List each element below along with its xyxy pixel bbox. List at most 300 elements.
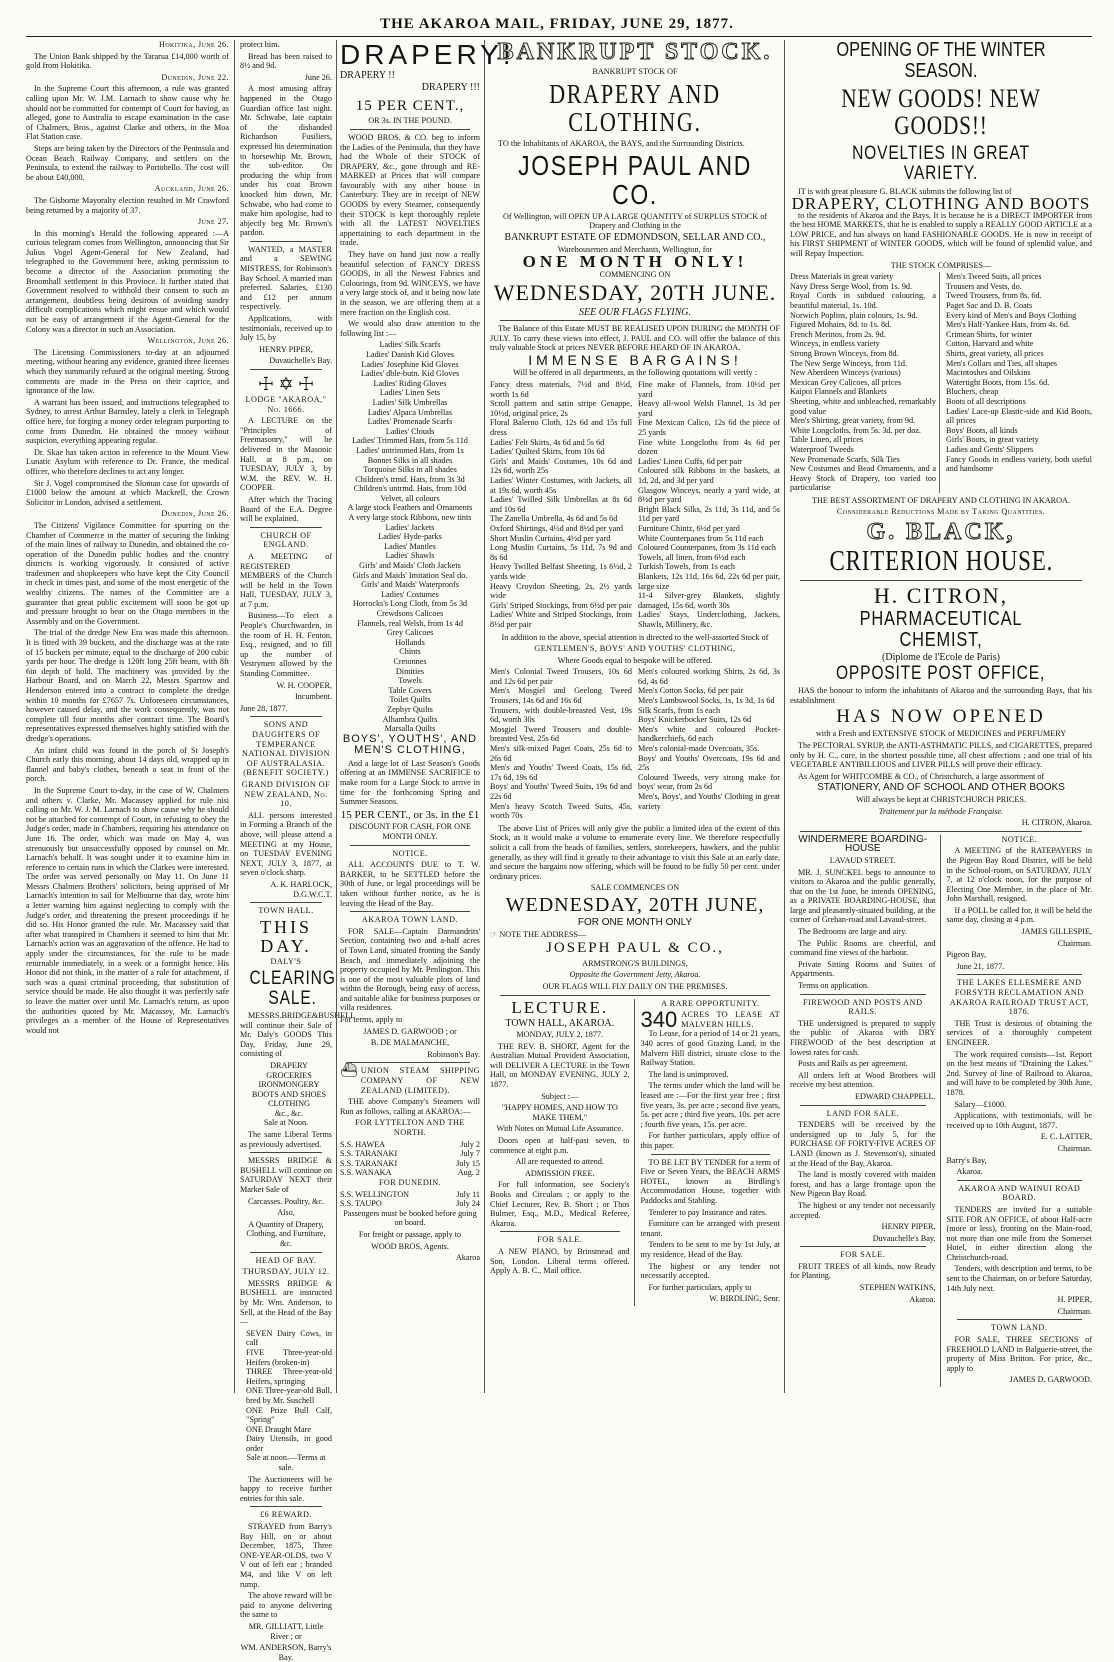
price-item: Scroll pattern and satin stripe Genappe, 10½d, original price, 2s (490, 399, 632, 418)
new-goods-heading (790, 85, 1092, 140)
wood-item: Ladies' Linen Sets (379, 388, 441, 398)
divider (350, 845, 470, 846)
stock-item: Ladies and Gents' Slippers (946, 444, 1034, 454)
drapery-clothing-heading (490, 80, 780, 137)
bridge-sale-text: MESSRS.BRIDGE&BUSHELL will continue their Sale of Mr. Daly's GOODS This Day, Friday, June 29, consisting of (240, 1010, 356, 1059)
stock-item: Boots of all descriptions (946, 396, 1026, 406)
church-heading: CHURCH OF ENGLAND. (260, 530, 312, 550)
woodbros-agents: WOOD BROS, Agents. (371, 1241, 449, 1251)
stock-item: Royal Cords in subdued colouring, a beautiful material, 1s. 10d. (790, 291, 936, 310)
price-item: Ladies' Winter Costumes, with Jackets, all at 19s 6d, worth 45s (490, 476, 632, 495)
clothing-item: Men's Lambswool Socks, 1s, 1s 3d, 1s 6d (638, 696, 775, 706)
citron-heading: H. CITRON, (873, 582, 1009, 608)
price-item: Ladies' Felt Skirts, 4s 6d and 5s 6d (490, 437, 605, 447)
goods-item: DRAPERY (270, 1060, 308, 1070)
divider (800, 994, 926, 995)
wanted-ad: WANTED, a MASTER and a SEWING MISTRESS, for Robinson's Bay School. A married man preferred. Salaries, £130 and £12 per annum respectively. (240, 244, 332, 312)
lakes-heading: THE LAKES ELLESMERE AND FORSYTH RECLAMATION AND AKAROA RAILROAD TRUST ACT, 1876. (949, 978, 1089, 1017)
clothing-item: Men's silk-mixed Paget Coats, 25s 6d to 26s 6d (490, 744, 632, 763)
lecture-tracing: After which the Tracing Board of the E.A. Degree will be explained. (240, 494, 332, 524)
stock-item: Every kind of Men's and Boys Clothing (946, 310, 1077, 320)
dateline: Hokitika, June 26. (159, 40, 229, 49)
church-date: June 28, 1877. (240, 703, 288, 713)
black-stock-list (790, 272, 1092, 493)
happy-homes: "HAPPY HOMES, AND HOW TO MAKE THEM," (501, 1103, 618, 1122)
stock-item: Navy Dress Serge Wool, from 1s. 9d. (790, 281, 913, 291)
price-item: Ladies' Twilled Silk Umbrellas at 8s 6d and 10s 6d (490, 495, 632, 514)
best-text: THE BEST ASSORTMENT OF DRAPERY AND CLOTHING IN AKAROA. (812, 495, 1070, 505)
firewood-text3: All orders left at Wood Brothers will receive my best attention. (790, 1070, 936, 1090)
telegram-paragraph: The Union Bank shipped by the Tararua £14,000 worth of gold from Hokitika. (26, 51, 229, 71)
trust-text2: The work required consists—1st. Report on the best means of "Draining the Lakes." 2nd. Survey of line of Railroad to Akaroa, and will have to be completed by 30th June, 1878. (946, 1049, 1092, 1097)
telegram-paragraph: Dr. Skae has taken action in reference to the Mount View Lunatic Asylum with reference to Dr. France, the medical officer, who therefore declines to act any longer. (26, 447, 229, 476)
price-item: Furniture Chintz, 6½d per yard (638, 523, 740, 533)
sunckel-text: MR. J. SUNCKEL begs to announce to visitors to Akaroa and the public generally, that on the 1st June, he intends OPENING, as a PRIVATE BOARDING-HOUSE, that large and pleasantly-situated building, at the corner of Grehan-road and Lavaud-street. (790, 867, 936, 925)
wood-item: Ladies' Clouds (385, 426, 435, 436)
ship-name: S.S. WELLINGTON (340, 1189, 410, 1199)
stock-item: Waterproof Tweeds (790, 444, 854, 454)
wood-item: Hollands (395, 637, 425, 647)
stock-item: Watertight Boots, from 15s. 6d. (946, 377, 1050, 387)
clothing-item: Coloured Tweeds, very strong make for boys' wear, from 2s 6d (638, 772, 780, 792)
wood-item: Marsalla Quilts (384, 724, 436, 734)
piper-address: Duvauchelle's Bay. (269, 356, 332, 366)
price-item: White Counterpanes from 5s 11d each (638, 533, 764, 543)
church-business: Business—To elect a People's Churchwarden, in the room of H. H. Fenton, Esq., resigned, and to fill up the number of Vestrymen allowed by the Standing Committee. (240, 611, 332, 679)
pharm-text: PHARMACEUTICAL CHEMIST, (859, 607, 1023, 651)
column-rule (234, 40, 235, 1393)
wood-item: Ladies' Jackets (385, 522, 435, 532)
wood-item: Ladies' Riding Gloves (373, 378, 447, 388)
wood-item: Zephyr Quilts (387, 704, 433, 714)
price-item: Blankets, 12s 11d, 16s 6d, 22s 6d per pair, large size (638, 571, 780, 591)
wood-item: Girls' and Maids' Waterproofs (361, 580, 459, 590)
price-item: Long Muslin Curtains, 5s 11d, 7s 9d and 8s 6d (490, 543, 632, 562)
wood-item: Ladies' Silk Scarfs (379, 340, 441, 350)
wainui-text: TENDERS are invited for a suitable SITE FOR AN OFFICE, of about Half-acre (more or less), fronting on the Main-road, not more than one mile from the Somerset Hotel, in either direction along the Christchurch-road. (946, 1204, 1092, 1262)
one-month-heading: ONE MONTH ONLY! (522, 252, 748, 272)
lecture-heading: LECTURE. (511, 997, 609, 1017)
stock-list (240, 1329, 332, 1454)
union-text: THE above Company's Steamers will Run as follows, calling at AKAROA:— (340, 1097, 480, 1116)
wood-items-list (340, 340, 480, 733)
piper-signature: HENRY PIPER, (259, 344, 313, 354)
windermere-heading: WINDERMERE BOARDING-HOUSE (798, 833, 928, 855)
last-season-text: And a large lot of Last Season's Goods offering at an IMMENSE SACRIFICE to make room for a Large Stock to arrive in time for the forthcoming Spring and Summer Seasons. (340, 758, 480, 807)
offered-text: Will be offered in all departments, as the following quotations will verify : (513, 368, 757, 378)
clothing-item: Men's and Youths' Tweed Coats, 15s 6d, 17s 6d, 19s 6d (490, 763, 632, 782)
price-item: Ladies' Stays, Underclothing, Jackets, Shawls, Millinery, &c. (638, 610, 780, 629)
price-item: Bright Black Silks, 2s 11d, 3s 11d, and 5s 11d per yard (638, 504, 780, 524)
stock-item: Dairy Utensils, in good order (246, 1434, 332, 1453)
wood-bros-text: WOOD BROS. & CO. beg to inform the Ladies of the Peninsula, that they have had the Whole of their STOCK of DRAPERY, &c., gone through and RE-MARKED at Prices that will compare favourably with any other house in Canterbury. They are in receipt of NEW GOODS by every Steamer, consequently their STOCK is kept thoroughly replete with all the LATEST NOVELTIES appertaining to each department in the trade. (340, 132, 480, 248)
stock-item: Paget Sac and D. B. Coats (946, 301, 1033, 310)
price-item: Glasgow Winceys, nearly a yard wide, at 8½d per yard (638, 485, 780, 505)
stock-item: Tweed Trousers, from 8s. 6d. (946, 291, 1042, 301)
acres-text: ACRES TO LEASE AT MALVERN HILLS. (681, 1010, 780, 1029)
tender-text4: Tenders to be sent to me by 1st July, at my residence, Head of the Bay. (640, 1240, 780, 1259)
addition-text: In addition to the above, special attention is directed to the well-assorted Stock of (501, 632, 769, 642)
residents-text: to the residents of Akaroa and the Bays. It is because he is a DIRECT IMPORTER from the best HOME MARKETS, that he is enabled to supply a REALLY GOOD ARTICLE at a LOW PRICE, and has always on hand FASHIONABLE GOODS. He is now in receipt of his FIRST SHIPMENT of WINTER GOODS, which will be found of splendid value, and will Repay Inspection. (790, 210, 1092, 259)
wood-item: Chints (399, 647, 421, 657)
prices-list (490, 380, 780, 629)
wood-item: Toilet Quilts (389, 695, 431, 705)
dateline: Wellington, June 26. (147, 336, 229, 346)
jdg-signature: JAMES D. GARWOOD. (1009, 1375, 1092, 1385)
divider (250, 369, 322, 370)
wood-item: Ladies' Shawls (385, 551, 435, 561)
reward-heading: £6 REWARD. (260, 1510, 312, 1520)
poll-text: If a POLL be called for, it will be held the same day, closing at 4 p.m. (946, 905, 1092, 925)
fruit-heading: FOR SALE. (840, 1250, 886, 1260)
ratepayers-text: A MEETING of the RATEPAYERS in the Pigeon Bay Road District, will be held in the School-room, on SATURDAY, JULY 7, at 12 o'clock noon, for the purpose of Electing One Member, in the place of Mr. John Marshall, resigned. (946, 846, 1092, 904)
telegram-paragraph: A warrant has been issued, and instructions telegraphed to Sydney, to arrest Arthur Barnsley, lately a clerk in Telegraph office here, for forging a money order telegram purporting to come from Dunedin. He obtained the money without suspicion, everything appearing regular. (26, 397, 229, 446)
rare-heading: A RARE OPPORTUNITY. (661, 998, 760, 1008)
stock-item: ONE Prize Bull Calf, "Spring" (246, 1405, 332, 1425)
also-text: Also, (277, 1208, 295, 1218)
stock-item: Table Linen, all prices (790, 435, 864, 445)
wood-item: Ladies' Josephine Kid Gloves (361, 359, 459, 369)
stock-item: Norwich Poplins, plain colours, 1s. 9d. (790, 310, 918, 320)
wood-bros-text3: We would also draw attention to the following list :— (340, 319, 480, 338)
auctioneers-text: The Auctioneers will be happy to receive further entries for this sale. (240, 1474, 332, 1503)
wood-item: Ladies' Hyde-parks (378, 532, 442, 542)
clothing-right (638, 667, 780, 821)
latter-signature: E. C. LATTER, (1040, 1132, 1092, 1142)
column-rule (336, 40, 337, 1393)
drapery-sub2: DRAPERY !!! (421, 81, 480, 93)
lower-notices (790, 835, 1092, 1387)
notice-heading: NOTICE. (392, 848, 428, 858)
column-rule (784, 40, 785, 1393)
clothing-item: Men's white and coloured Pocket-handkerchiefs, 6d each (638, 724, 780, 744)
criterion-heading (790, 547, 1092, 576)
price-item: Oxford Shirtings, 4½d and 8½d per yard (490, 523, 624, 533)
stock-item: Boys' Boots, all kinds (946, 425, 1018, 435)
liberal-terms: The same Liberal Terms as previously advertised. (240, 1130, 332, 1149)
divider (651, 1154, 771, 1155)
clothing-item: Men's Mosgiel and Geelong Tweed Trousers, 14s 6d and 16s 6d (490, 686, 632, 706)
novelties-heading (790, 144, 1092, 184)
wood-item: Ladies' Costumes (381, 589, 439, 599)
wood-item: Children's untrmd. Hats, from 10d (353, 484, 467, 494)
bankrupt-heading: BANKRUPT STOCK. (497, 39, 773, 65)
lease-text4: For further particulars, apply office of this paper. (640, 1131, 780, 1150)
price-item: Fancy dress materials, 7½d and 8½d, worth 1s 6d (490, 380, 632, 399)
lease-text: To Lease, for a period of 14 or 21 years, 340 acres of good Grazing Land, in the Malvern Hill district, situate close to the Railway Station. (640, 1029, 781, 1068)
hp-signature: HENRY PIPER, (881, 1222, 936, 1232)
passengers-text: Passengers must be booked before going on board. (343, 1208, 477, 1228)
divider (350, 1062, 470, 1063)
wednesday-heading-2: WEDNESDAY, 20TH JUNE, (505, 893, 765, 916)
ship-name: S.S. TARANAKI (340, 1158, 398, 1168)
ship-date: July 2 (460, 1139, 480, 1149)
wood-item: Girls' and Maids' Cloth Jackets (359, 561, 461, 571)
masthead-rule (26, 36, 1092, 37)
dcb-heading: DRAPERY, CLOTHING AND BOOTS (791, 194, 1091, 214)
land-sale-text3: The highest or any tender not necessarily accepted. (790, 1200, 936, 1220)
tender-text6: For further particulars, apply to (648, 1282, 752, 1292)
stock-item: Figured Mohairs, 8d. to 1s. 8d. (790, 320, 892, 330)
terms-application: Terms on application. (798, 981, 870, 991)
lecture-venue: TOWN HALL, AKAROA. (505, 1017, 615, 1029)
black-intro: IT is with great pleasure G. BLACK submits the following list of (798, 187, 1012, 197)
goods-item: CLOTHING (268, 1099, 310, 1109)
stock-item: Girls' Boots, in great variety (946, 435, 1039, 445)
price-item: Ladies' White and Striped Stockings, from 8½d per pair (490, 610, 632, 629)
lavaud-text: LAVAUD STREET. (829, 855, 896, 865)
stock-item: FIVE Three-year-old Heifers (broken-in) (246, 1347, 332, 1367)
telegram-paragraph: The trial of the dredge New Era was made this afternoon. It is fitted with 39 buckets, and the discharge was at the rate of 15 buckets per minute, equal to the discharge of 200 cubic yards per hour. The dredge is 120ft long 25ft beam, with 8ft 6in depth of hold. The machinery was provided by the Harbour Board, and on March 22, Messrs Sparrow and Henderson entered into a contract to complete the dredge within 10 months for £7657 7s. Unforeseen circumstances, however caused delay, and the work consequently, was not complete till four months after contract time. The Board's representatives expressed themselves highly satisfied with the dredge's operations. (26, 628, 229, 743)
ship-row (340, 1199, 480, 1209)
wood-item: Grey Calicoes (386, 628, 434, 638)
lower-left (790, 835, 941, 1387)
ship-name: S.S. TAUPO (340, 1199, 382, 1209)
ship-name: S.S. TARANAKI (340, 1149, 398, 1159)
tender-text: TO BE LET BY TENDER for a term of Five or Seven Years, the BEACH ARMS HOTEL, known as Birdling's Accommodation House, together with Paddocks and Stabling. (640, 1157, 780, 1205)
telegram-paragraph: In this morning's Herald the following appeared :—A curious telegram comes from Wellington, announcing that Sir Julius Vogel Agent-General for New Zealand, had telegraphed to the Government here, asking permission to become a director of the Association promoting the Broomhall settlement in this Province. It further stated that Government resolved to withhold their consent to such an arrangement, doubtless being desirous of avoiding sundry difficult complications which might ensue and which would not be easy of arrangement if the Agent-General for the Colony was a director in such an Association. (26, 228, 229, 334)
union-block (340, 1063, 480, 1097)
private-rooms-text: Private Sitting Rooms and Suites of Appartments. (790, 959, 936, 979)
divider (250, 241, 322, 242)
acres-block (640, 1007, 781, 1033)
black-stock-left (790, 272, 940, 493)
clothing-item: Men's Cotton Socks, 6d per pair (638, 686, 744, 696)
trust-text: THE Trust is desirous of obtaining the services of a thoroughly competent ENGINEER. (946, 1018, 1092, 1048)
applications-text: Applications, with testimonials, will be received up to 10th August, 1877. (946, 1111, 1092, 1130)
divider (250, 1152, 322, 1153)
wanted-applications: Applications, with testimonials, received up to July 15, by (240, 314, 332, 343)
barrys-bay: Barry's Bay, (946, 1155, 987, 1165)
wellington-text: Of Wellington, will OPEN UP A LARGE QUANTITY of SURPLUS STOCK of Drapery and Clothing in the (502, 211, 768, 231)
novelties-text: NOVELTIES IN GREAT VARIETY. (852, 142, 1030, 184)
price-item: Coloured Counterpanes, from 3s 11d each (638, 543, 776, 553)
stock-item: White Longcloths, from 5s. 3d. per doz. (790, 425, 921, 435)
sale-commences: SALE COMMENCES ON (590, 883, 680, 893)
clothing-item: Silk Scarfs, from 1s each (638, 705, 721, 715)
lyttelton-heading: FOR LYTTELTON AND THE NORTH. (355, 1118, 465, 1138)
pectoral-text: The PECTORAL SYRUP, the ANTI-ASTHMATIC PILLS, and CIGARETTES, prepared only by H. C., cure, in the shortest possible time, all chest affections ; and one trial of his VEGETABLE ANTIBILLIOUS and LIVER PILLS will prove their efficacy. (790, 740, 1092, 770)
drapery-quantity-text: A Quantity of Drapery, Clothing, and Furniture, &c. (246, 1219, 326, 1248)
discount-percent: 15 PER CENT., or 3s. in the £1 (340, 808, 480, 821)
stock-item: ONE Three-year-old Bull, bred by Mr. Suschell (246, 1386, 332, 1405)
accounts-text: ALL ACCOUNTS DUE to T. W. BARKER, to be SETTLED before the 30th of June, or legal proceedings will be taken without further notice, as he is leaving the Head of the Bay. (340, 860, 480, 908)
clothing-item: Trousers, with double-breasted Vest, 19s 6d, worth 30s (490, 705, 632, 725)
price-item: Heavy all-wool Welsh Flannel, 1s 3d per yard (638, 399, 780, 418)
pharm-heading (790, 609, 1092, 651)
cooper-signature: W. H. COOPER, (276, 680, 332, 690)
ship-row (340, 1168, 480, 1178)
price-item: The Zanella Umbrella, 4s 6d and 5s 6d (490, 514, 618, 524)
wood-item: Ladies' Mantles (384, 541, 436, 551)
lease-text2: The land is unimproved. (648, 1069, 729, 1079)
stock-item: Strong Brown Winceys, from 8d. (790, 348, 899, 358)
clothing-item: Men's colonial-made Overcoats, 35s. (638, 744, 760, 754)
ship-row (340, 1159, 480, 1169)
divider (800, 580, 1082, 581)
divider (500, 1231, 620, 1232)
barrys-akaroa: Akaroa. (956, 1167, 983, 1177)
clothing-item: Boys' and Youths' Tweed Suits, 19s 6d and 22s 6d (490, 782, 632, 801)
goods-item: IRONMONGERY (258, 1080, 320, 1090)
clothing-item: Men's coloured working Shirts, 2s 6d, 3s 6d, 4s 6d (638, 667, 780, 686)
lower-ads (490, 999, 780, 1306)
malmanche-address: Robinson's Bay. (427, 1049, 480, 1059)
wood-item: A large stock Feathers and Ornaments (347, 503, 473, 513)
divider (250, 716, 322, 717)
opening-text: OPENING OF THE WINTER SEASON. (836, 39, 1046, 82)
clothing-item: Men's Colonial Tweed Trousers, 10s 6d and 12s 6d per pair (490, 667, 632, 686)
wainui-text2: Tenders, with description and terms, to be sent to the Chairman, on or before Saturday, 14th July next. (946, 1264, 1092, 1293)
ships-dunedin-list (340, 1190, 480, 1209)
hp-address: Duvauchelle's Bay. (872, 1233, 936, 1243)
short-text: THE REV. B. SHORT, Agent for the Australian Mutual Provident Association, will DELIVER A LECTURE in the Town Hall, on MONDAY EVENING, JULY 2, 1877. (490, 1041, 630, 1090)
town-land-heading: AKAROA TOWN LAND. (361, 915, 459, 925)
stock-item: Cotton, Harvard and white (946, 339, 1034, 349)
jetty-text: Opposite the Government Jetty, Akaroa. (569, 970, 701, 980)
grand-division: GRAND DIVISION OF NEW ZEALAND, No. 10. (241, 779, 331, 809)
salary-text: Salary—£1000. (954, 1099, 1007, 1109)
darmandrits-text: FOR SALE—Captain Darmandrits' Section, containing two and a-half acres of Town Land, situated fronting the Sandy Beach, and immediately adjoining the property occupied by Mr. Penlington. This is one of the most valuable plots of land within the Borough, being easy of access, and suitable alike for business purposes or villa residences. (340, 926, 480, 1013)
ship-date: July 24 (456, 1199, 480, 1209)
price-item: 11-4 Silver-grey Blankets, slightly damaged, 15s 6d, worth 30s (638, 591, 780, 610)
price-item: Floral Balerno Cloth, 12s 6d and 15s full dress (490, 418, 632, 438)
price-item: Ladies' Linen Cuffs, 6d per pair (638, 456, 743, 466)
stock-item: Crimean Shirts, for winter (946, 329, 1032, 339)
firewood-heading: FIREWOOD AND POSTS AND RAILS. (803, 997, 923, 1017)
tender-text3: Furniture can be arranged with present tenant. (640, 1219, 780, 1238)
stock-item: SEVEN Dairy Cows, in calf (246, 1328, 332, 1348)
dateline: Dunedin, June 22. (161, 72, 229, 82)
tender-text5: The highest or any tender not necessarily accepted. (640, 1261, 780, 1281)
strayed-text: STRAYED from Barry's Bay Hill, on or about December, 1875, Three ONE-YEAR-OLDS, two V V out of left ear ; branded M4, and like V on left rump. (240, 1522, 332, 1589)
subject-label: Subject :— (541, 1091, 579, 1101)
price-item: Girls' Striped Stockings, from 6½d per pair (490, 600, 632, 610)
firewood-text2: Posts and Rails as per agreement. (798, 1059, 908, 1069)
goods-item: &c., &c. (274, 1108, 304, 1118)
wood-item: Towels (398, 676, 422, 686)
ship-date: July 15 (456, 1158, 480, 1168)
opening-heading (790, 40, 1092, 82)
telegram-paragraph: The Citizens' Vigilance Committee for spurring on the Chamber of Commerce in the matter of securing the linking of the main lines of railway to Dunedin, and obtained the co-operation of the Dunedin public bodies and the country districts is working vigorously. It consisted of active tradesmen and shopkeepers who have kept the City Council in check in times past, and some of the most energetic of the wealthy citizens. The names of the Committee are a guarantee that great public excitement will soon be got up and pressure brought to bear on the Otago members in the Assembly and on the Government. (26, 520, 229, 626)
lecture-date: MONDAY, JULY 2, 1877. (516, 1030, 604, 1040)
traitement-text: Traitement par la méthode Française. (878, 806, 1004, 816)
chappell-signature: EDWARD CHAPPELL. (854, 1091, 936, 1101)
estate-heading: BANKRUPT ESTATE OF EDMONDSON, SELLAR AND CO., (504, 232, 766, 244)
stock-item: Mexican Grey Calicoes, all prices (790, 377, 902, 387)
wood-item: Alhambra Quilts (382, 714, 438, 724)
anderson-text: WM. ANDERSON, Barry's Bay. (240, 1643, 332, 1662)
information-text: For full information, see Society's Books and Circulars ; or apply to the Chief Lecturer, Rev. B. Short ; or Thos Bulmer, Esq., M.D., Medical Referee, Akaroa. (490, 1180, 630, 1228)
acres-number: 340 (640, 1007, 678, 1033)
stock-item: Macintoshes and Oilskins (946, 368, 1031, 378)
this-day-heading: THIS DAY. (260, 916, 312, 956)
immense-heading: IMMENSE BARGAINS! (528, 351, 742, 368)
boys-clothing-heading: BOYS', YOUTHS', AND MEN'S CLOTHING, (342, 732, 478, 757)
dalys-heading: DALY'S (270, 957, 302, 967)
pigeon-date: June 21, 1877. (956, 961, 1005, 971)
grand-notice: ALL persons interested in Forming a Branch of the above, will please attend a MEETING at my House, on TUESDAY EVENING NEXT, JULY 3, 1877, at seven o'clock sharp. (240, 810, 332, 878)
percent-heading: 15 PER CENT., (355, 97, 465, 114)
land-sale-heading: LAND FOR SALE. (826, 1108, 899, 1118)
jp-address-heading: JOSEPH PAUL & CO., (546, 940, 724, 957)
affray-text: A most amusing affray happened in the Otago Guardian office last night. Mr. Schwabe, late captain of the disbanded Richardson Fusiliers, expressed his determination to horsewhip Mr. Brown, the sub-editor. On producing the whip from under his coat Brown knocked him down, Mr. Schwabe, who had come to make him apologise, had to abjectly beg Mr. Brown's pardon. (240, 84, 332, 238)
telegram-paragraph: The Licensing Commissioners to-day at an adjourned meeting, without hearing any evidence, granted three licenses which they summarily refused at the original meeting. Strong comments are made in the Press on their caprice, and ignorance of the law. (26, 347, 229, 396)
watkins-address: Akaroa. (909, 1294, 936, 1304)
divider (800, 831, 1082, 832)
divider (350, 129, 470, 130)
terms-text: For terms, apply to (340, 1015, 403, 1025)
land-sale-text2: The land is mostly covered with maiden forest, and has a large frontage upon the New Pigeon Bay Road. (790, 1170, 936, 1199)
bread-text: Bread has been raised to 8½ and 9d. (240, 51, 332, 71)
stock-item: Men's Shirting, great variety, from 9d. (790, 416, 916, 426)
tender-text2: Tenderer to pay Insurance and rates. (648, 1207, 768, 1217)
latter-title: Chairman. (1057, 1143, 1092, 1153)
pound-text: OR 3s. IN THE POUND. (368, 116, 452, 126)
divider (500, 320, 770, 321)
price-item: Towels, all linen, from 6½d each (638, 552, 746, 562)
ships-north-list (340, 1140, 480, 1178)
ship-date: July 11 (456, 1189, 480, 1199)
public-rooms-text: The Public Rooms are cheerful, and command fine views of the harbour. (790, 938, 936, 958)
divider (250, 1506, 322, 1507)
stock-item: New Promenade Scarfs, Silk Ties (790, 454, 900, 464)
doors-text: Doors open at half-past seven, to commence at eight p.m. (490, 1136, 630, 1155)
ship-row (340, 1140, 480, 1150)
discount-text: DISCOUNT FOR CASH, FOR ONE MONTH ONLY. (348, 822, 471, 841)
divider (500, 995, 770, 996)
divider (800, 1246, 926, 1247)
kept-text: Will always be kept at CHRISTCHURCH PRICES. (855, 794, 1026, 804)
requested-text: All are requested to attend. (515, 1157, 604, 1167)
warehousemen-text: Warehousemen and Merchants, Wellington, for (557, 244, 713, 254)
steamship-icon: ⛴ (340, 1063, 358, 1079)
list-text: The above List of Prices will only give the public a limited idea of the extent of this Stock, as it would make a volume to enumerate every line. We therefore respectfully solicit a call from the heads of families, settlers, storekeepers, hawkers, and the public generally, as they will find it greatly to their advantage to visit this Sale at an early date, and secure the bargains now offering, which will be found to be fully 50 per cent. under ordinary prices. (490, 823, 780, 881)
armstrong-text: ARMSTRONG'S BUILDINGS, (582, 958, 688, 968)
notice-heading: NOTICE. (1001, 834, 1038, 844)
stock-item: Men's Half-Yankee Hats, from 4s. 6d. (946, 320, 1070, 330)
divider (957, 974, 1083, 975)
town-hall-heading: TOWN HALL. (258, 906, 314, 916)
gents-heading: GENTLEMEN'S, BOYS' AND YOUTHS' CLOTHING, (534, 644, 736, 654)
clothing-item: Boys' Knickerbocker Suits, 12s 6d (638, 715, 752, 725)
new-goods-text: NEW GOODS! NEW GOODS!! (841, 84, 1041, 141)
goods-item: GROCERIES (266, 1070, 312, 1080)
ship-name: S.S. WANAKA (340, 1168, 392, 1178)
wood-item: Flannels, real Welsh, from 1s 4d (357, 618, 463, 628)
commencing-text: COMMENCING ON (599, 269, 671, 279)
divider (250, 527, 322, 528)
thursday-heading: THURSDAY, JULY 12. (242, 1267, 330, 1277)
temperance-heading: SONS AND DAUGHTERS OF TEMPERANCE NATIONAL DIVISION OF AUSTRALASIA. (BENEFIT SOCIETY.) (241, 720, 330, 778)
wood-item: Ladies' Alpaca Umbrellas (367, 407, 453, 417)
clothing-left (490, 667, 632, 821)
prices-right (638, 380, 780, 629)
wood-item: Cretonnes (393, 656, 427, 666)
lodge-heading: LODGE "AKAROA," No. 1666. (245, 395, 327, 414)
divider (957, 1319, 1083, 1320)
one-month-only: FOR ONE MONTH ONLY (577, 916, 693, 928)
drapery-heading: DRAPERY! (340, 39, 515, 70)
reductions-text: Considerable Reductions Made by Taking Quantities. (836, 507, 1046, 517)
wood-item: Girls and Maids' Imitation Seal do. (352, 570, 468, 580)
bankrupt-stock-of: BANKRUPT STOCK OF (592, 67, 678, 77)
criterion-text: CRITERION HOUSE. (829, 546, 1053, 578)
lease-text3: The terms under which the land will be leased are :—For the first year free ; first five years, 3s. per acre ; second five years, 5s. per acre ; third five years, 10s. per acre ; fourth five years, 15s. per acre. (640, 1081, 780, 1129)
cont-text: protect him. (240, 40, 280, 49)
church-meeting: A MEETING of REGISTERED MEMBERS of the Church will be held in the Town Hall, TUESDAY, JULY 3, at 7 p.m. (240, 551, 332, 609)
admission-text: ADMISSION FREE. (524, 1168, 595, 1178)
